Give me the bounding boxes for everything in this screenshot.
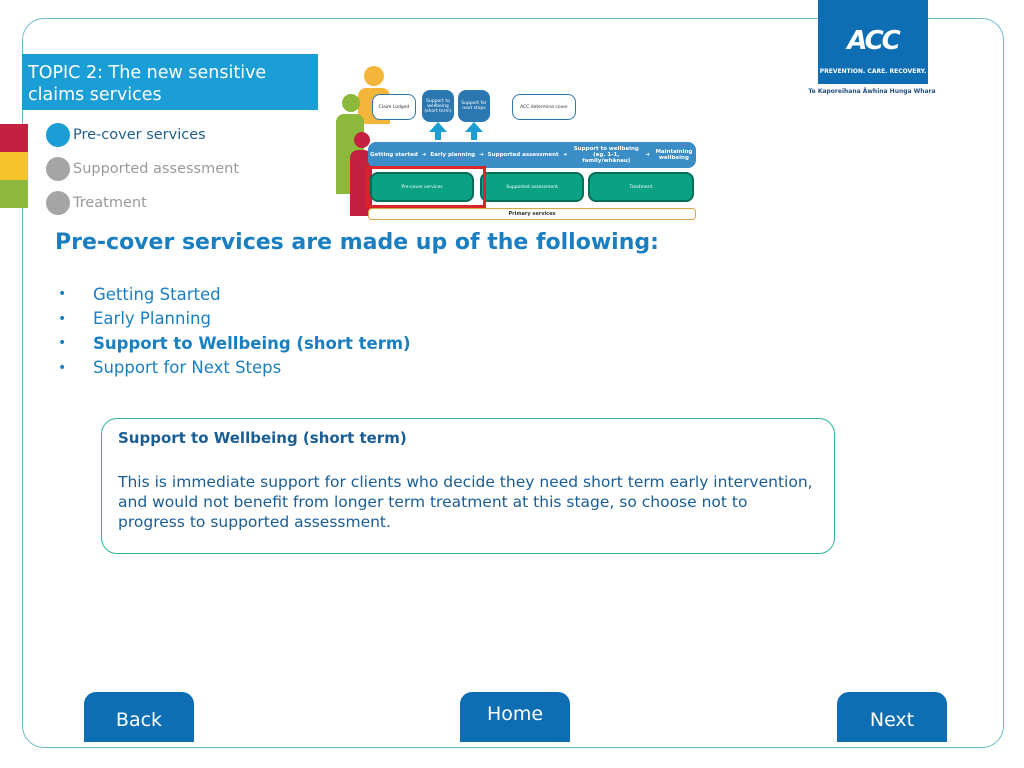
step-label: Treatment (73, 195, 147, 211)
bullet-item (58, 307, 411, 332)
bullet-icon: • (58, 286, 67, 303)
bullet-item-active (58, 331, 411, 356)
section-heading: Pre-cover services are made up of the following: (55, 230, 659, 255)
arrow-right-icon: ➜ (562, 152, 568, 158)
bullet-text: Support to Wellbeing (short term) (93, 333, 411, 353)
up-arrow-icon (465, 122, 483, 132)
journey-step: Maintaining wellbeing (655, 149, 693, 161)
logo-tagline: PREVENTION. CARE. RECOVERY. (819, 68, 927, 75)
person-figure-red-head (354, 132, 370, 148)
up-arrow-stem (435, 132, 441, 140)
logo-tab (818, 0, 928, 84)
topic-title: TOPIC 2: The new sensitive claims services (22, 54, 318, 110)
service-box-pre-cover: Pre-cover services (370, 172, 474, 202)
info-callout (101, 418, 835, 554)
step-supported-assessment[interactable] (46, 152, 239, 186)
bullet-item (58, 282, 411, 307)
diagram-box-next-steps: Support for next steps (458, 90, 490, 122)
up-arrow-icon (429, 122, 447, 132)
step-list (46, 118, 239, 220)
bullet-item (58, 356, 411, 381)
step-label: Supported assessment (73, 161, 239, 177)
logo-maori-name: Te Kaporeihana Āwhina Hunga Whara (808, 88, 936, 95)
diagram-box-support-wellbeing: Support to wellbeing (short term) (422, 90, 454, 122)
journey-step: Support to wellbeing (eg. 1-1, family/whānau) (573, 146, 639, 164)
journey-step: Getting started (370, 152, 418, 158)
journey-bar (368, 142, 696, 168)
bullet-icon: • (58, 310, 67, 327)
arrow-right-icon: ➜ (421, 152, 427, 158)
journey-step: Supported assessment (487, 152, 559, 158)
bullet-text: Getting Started (93, 284, 221, 304)
step-label: Pre-cover services (73, 127, 206, 143)
person-figure-orange-head (364, 66, 384, 86)
arrow-right-icon: ➜ (645, 152, 650, 158)
service-bullet-list (58, 282, 411, 380)
step-active-dot-icon (46, 123, 70, 147)
step-dot-icon (46, 157, 70, 181)
logo-mark: ACC (847, 26, 899, 56)
pre-cover-highlight (366, 166, 486, 208)
info-title: Support to Wellbeing (short term) (118, 429, 407, 447)
info-body: This is immediate support for clients who decide they need short term early intervention, and would not benefit from longer term treatment at this stage, so choose not to progress to supported assessment. (118, 473, 813, 531)
side-color-bars (0, 124, 28, 208)
service-pathway-diagram (330, 60, 702, 224)
acc-logo (808, 0, 944, 110)
step-treatment[interactable] (46, 186, 239, 220)
bullet-icon: • (58, 359, 67, 376)
diagram-box-claim-lodged: Claim Lodged (372, 94, 416, 120)
next-button[interactable]: Next (837, 692, 947, 742)
arrow-right-icon: ➜ (479, 152, 484, 158)
step-pre-cover[interactable] (46, 118, 239, 152)
journey-step: Early planning (430, 152, 476, 158)
primary-services-bar: Primary services (368, 208, 696, 220)
bullet-text: Support for Next Steps (93, 358, 282, 378)
back-button[interactable]: Back (84, 692, 194, 742)
person-figure-green-head (342, 94, 360, 112)
service-box-treatment: Treatment (588, 172, 694, 202)
service-box-supported-assessment: Supported assessment (480, 172, 584, 202)
bullet-text: Early Planning (93, 309, 211, 329)
step-dot-icon (46, 191, 70, 215)
home-button[interactable]: Home (460, 692, 570, 742)
up-arrow-stem (471, 132, 477, 140)
bullet-icon: • (58, 335, 67, 352)
diagram-box-acc-determine: ACC determine cover (512, 94, 576, 120)
